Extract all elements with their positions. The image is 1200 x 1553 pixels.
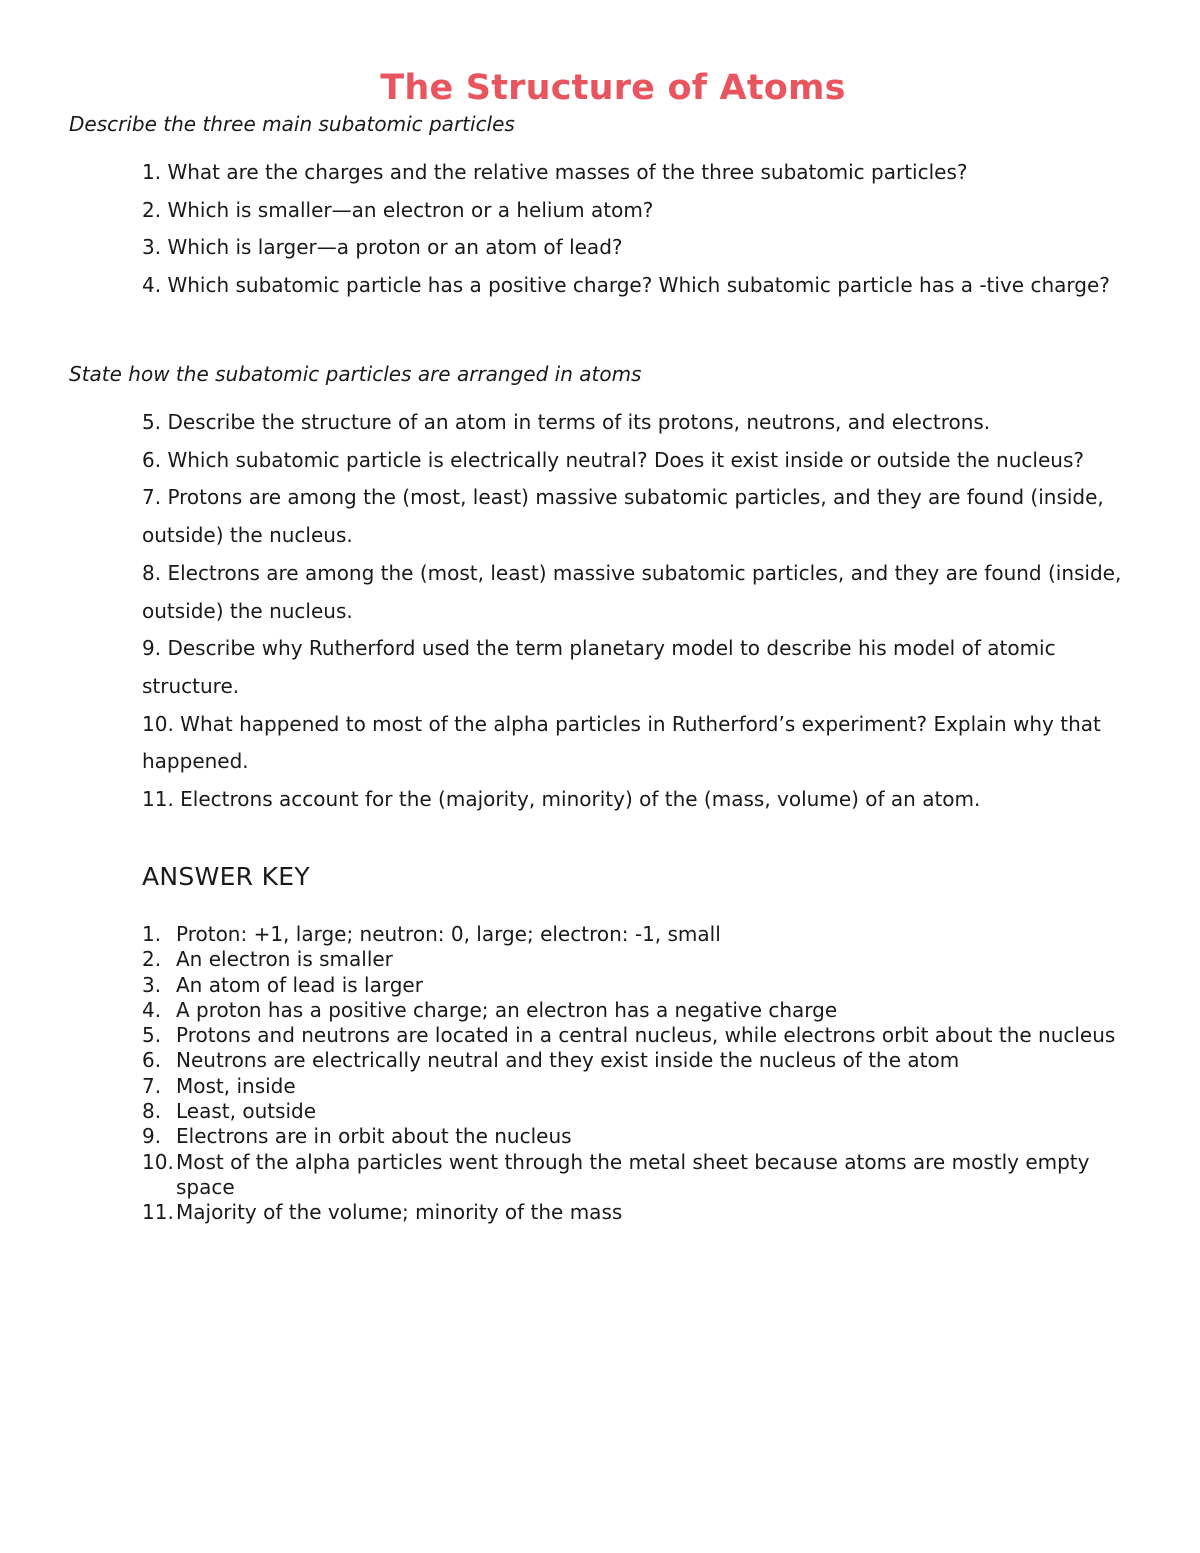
question-item: 6. Which subatomic particle is electrically neutral? Does it exist inside or outside the nucleus? [142,447,1084,472]
answer-number: 1. [142,922,162,946]
section-heading-particles: Describe the three main subatomic particles [69,112,515,136]
answer-item [142,1099,1122,1124]
section-heading-arrangement: State how the subatomic particles are arranged in atoms [69,362,642,386]
answer-number: 6. [142,1048,162,1073]
question-item: 9. Describe why Rutherford used the term planetary model to describe his model of atomic structure. [142,636,1056,698]
answer-key-heading: ANSWER KEY [142,862,310,891]
answer-item [142,1048,1122,1073]
answer-text: Least, outside [176,1099,317,1124]
answer-text: Neutrons are electrically neutral and they exist inside the nucleus of the atom [176,1048,960,1073]
question-list-particles [142,154,1132,305]
answer-item [142,1074,1122,1099]
answer-number: 10. [142,1149,174,1174]
answer-number: 5. [142,1023,162,1048]
answer-item [142,1200,1122,1225]
answer-number: 3. [142,972,162,997]
answer-item [142,1150,1122,1201]
answer-text: An atom of lead is larger [176,972,423,997]
answer-item [142,922,1122,947]
question-item: 2. Which is smaller—an electron or a helium atom? [142,197,654,222]
answer-item [142,947,1122,972]
answer-text: Most of the alpha particles went through the metal sheet because atoms are mostly empty space [176,1149,1090,1199]
question-item: 8. Electrons are among the (most, least) massive subatomic particles, and they are found (inside, outside) the nucleus. [142,560,1122,623]
answer-item [142,973,1122,998]
answer-number: 11. [142,1200,174,1225]
question-item: 4. Which subatomic particle has a positive charge? Which subatomic particle has a -tive charge? [142,273,1110,298]
answer-number: 9. [142,1124,162,1149]
answer-text: An electron is smaller [176,947,393,972]
answer-text: Most, inside [176,1073,296,1098]
question-item: 1. What are the charges and the relative masses of the three subatomic particles? [142,160,968,184]
question-item: 5. Describe the structure of an atom in terms of its protons, neutrons, and electrons. [142,410,991,434]
answer-item [142,1023,1122,1048]
page-title: The Structure of Atoms [380,68,846,108]
question-item: 7. Protons are among the (most, least) massive subatomic particles, and they are found (inside, outside) the nucleus. [142,485,1104,548]
answer-number: 7. [142,1073,162,1098]
answer-text: Majority of the volume; minority of the mass [176,1200,623,1225]
answer-list [142,922,1122,1226]
answer-number: 4. [142,997,162,1022]
answer-text: Proton: +1, large; neutron: 0, large; electron: -1, small [176,922,721,946]
answer-number: 2. [142,947,162,972]
answer-text: Electrons are in orbit about the nucleus [176,1124,572,1149]
question-item: 10. What happened to most of the alpha particles in Rutherford’s experiment? Explain why that happened. [142,711,1101,774]
answer-item [142,998,1122,1023]
question-item: 11. Electrons account for the (majority, minority) of the (mass, volume) of an atom. [142,787,981,812]
answer-number: 8. [142,1099,162,1124]
question-list-arrangement [142,404,1132,819]
answer-text: Protons and neutrons are located in a central nucleus, while electrons orbit about the nucleus [176,1023,1116,1048]
question-item: 3. Which is larger—a proton or an atom of lead? [142,235,623,260]
answer-text: A proton has a positive charge; an electron has a negative charge [176,997,838,1022]
answer-item [142,1124,1122,1149]
